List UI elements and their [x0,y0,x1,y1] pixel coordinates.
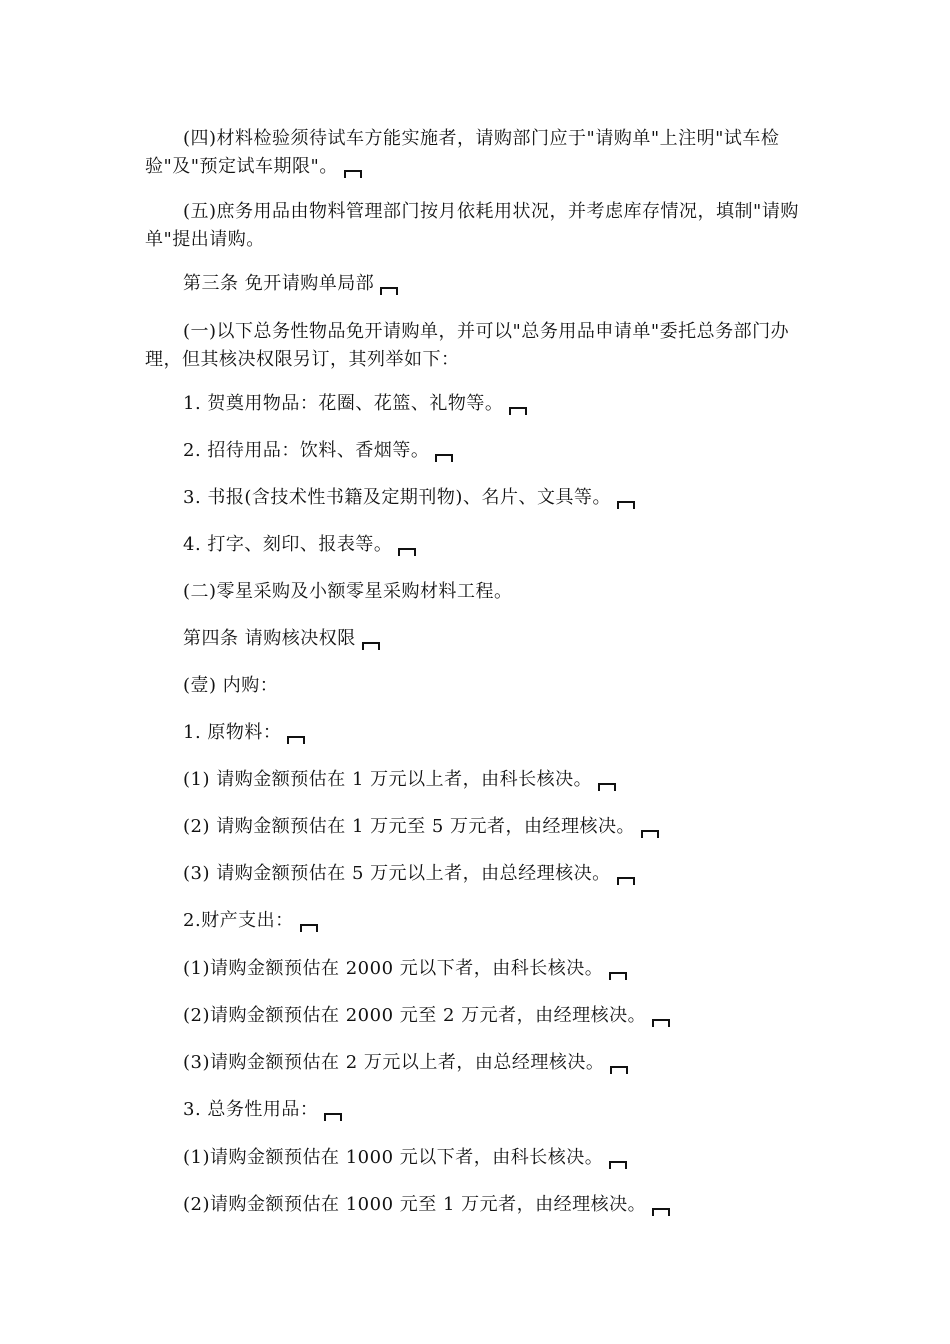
paragraph-text: (一)以下总务性物品免开请购单，并可以"总务用品申请单"委托总务部门办理，但其核决权限另订，其列举如下： [145,321,790,370]
paragraph-mark-icon [344,170,362,178]
paragraph-text: (1)请购金额预估在 1000 元以下者，由科长核决。 [183,1147,604,1168]
paragraph-mark-icon [641,830,659,838]
paragraph-text: (2)请购金额预估在 2000 元至 2 万元者，由经理核决。 [183,1005,647,1026]
list-item [183,1191,863,1219]
paragraph-mark-icon [398,548,416,556]
list-item [183,1144,863,1172]
paragraph-text: (1)请购金额预估在 2000 元以下者，由科长核决。 [183,958,604,979]
list-item [183,1096,863,1124]
list-item [183,813,863,841]
paragraph-mark-icon [617,501,635,509]
paragraph-text: 2.财产支出： [183,910,294,931]
paragraph-text: 1. 原物料： [183,722,282,743]
paragraph-exempt-items [145,318,825,374]
article-four-heading [183,625,863,653]
paragraph-text: 4. 打字、刻印、报表等。 [183,534,393,555]
paragraph-text: 3. 书报(含技术性书籍及定期刊物)、名片、文具等。 [183,487,611,508]
list-item [183,1002,863,1030]
paragraph-mark-icon [652,1019,670,1027]
list-item [183,390,863,418]
paragraph-mark-icon [380,287,398,295]
list-item [183,531,863,559]
paragraph-mark-icon [287,736,305,744]
paragraph-text: 1. 贺奠用物品：花圈、花篮、礼物等。 [183,393,504,414]
paragraph-text: (2) 请购金额预估在 1 万元至 5 万元者，由经理核决。 [183,816,636,837]
paragraph-text: (3) 请购金额预估在 5 万元以上者，由总经理核决。 [183,863,611,884]
section-domestic-purchase [183,672,863,700]
paragraph-mark-icon [609,1161,627,1169]
paragraph-mark-icon [609,972,627,980]
list-item [183,484,863,512]
paragraph-mark-icon [598,783,616,791]
paragraph-text: (壹) 内购： [183,675,279,696]
paragraph-mark-icon [652,1208,670,1216]
list-item [183,766,863,794]
paragraph-text: (四)材料检验须待试车方能实施者，请购部门应于"请购单"上注明"试车检验"及"预定试车期限"。 [145,128,780,177]
paragraph-office-supplies [145,198,825,254]
list-item [183,719,863,747]
paragraph-mark-icon [324,1113,342,1121]
list-item [183,860,863,888]
paragraph-text: (二)零星采购及小额零星采购材料工程。 [183,581,513,602]
paragraph-text: 3. 总务性用品： [183,1099,319,1120]
paragraph-text: (3)请购金额预估在 2 万元以上者，由总经理核决。 [183,1052,605,1073]
paragraph-text: 第三条 免开请购单局部 [183,273,375,294]
paragraph-mark-icon [362,642,380,650]
list-item [183,907,863,935]
paragraph-mark-icon [610,1066,628,1074]
list-item [183,955,863,983]
paragraph-mark-icon [509,407,527,415]
list-item [183,437,863,465]
paragraph-text: (2)请购金额预估在 1000 元至 1 万元者，由经理核决。 [183,1194,647,1215]
paragraph-material-inspection [145,125,825,181]
list-item [183,1049,863,1077]
paragraph-text: (五)庶务用品由物料管理部门按月依耗用状况，并考虑库存情况，填制"请购单"提出请购。 [145,201,799,250]
article-three-heading [183,270,863,298]
paragraph-mark-icon [617,877,635,885]
paragraph-text: 2. 招待用品：饮料、香烟等。 [183,440,430,461]
paragraph-text: 第四条 请购核决权限 [183,628,356,649]
paragraph-mark-icon [435,454,453,462]
paragraph-mark-icon [300,924,318,932]
paragraph-text: (1) 请购金额预估在 1 万元以上者，由科长核决。 [183,769,593,790]
paragraph-petty-purchase [183,578,863,606]
